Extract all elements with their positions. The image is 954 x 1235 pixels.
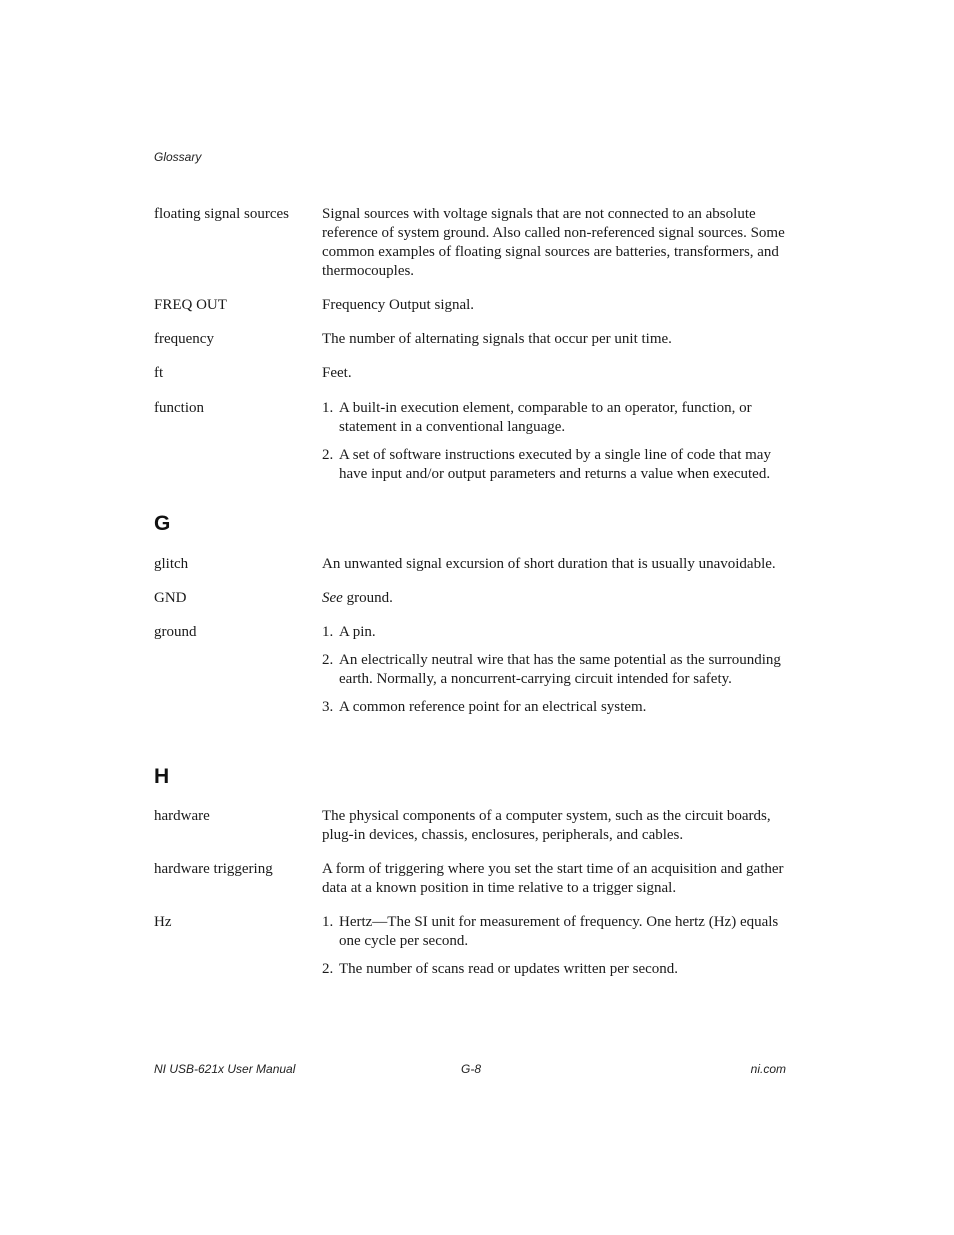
list-item <box>322 913 788 951</box>
list-text: A built-in execution element, comparable to an operator, function, or statement in a conventional language. <box>339 400 752 435</box>
glossary-definition: Feet. <box>322 365 352 381</box>
glossary-definition: The number of alternating signals that occur per unit time. <box>322 331 672 347</box>
list-number: 2. <box>322 447 334 463</box>
glossary-term: hardware triggering <box>154 861 273 877</box>
footer-website: ni.com <box>750 1062 786 1076</box>
glossary-definition <box>322 589 788 608</box>
glossary-definition: Signal sources with voltage signals that are not connected to an absolute reference of system ground. Also called non-referenced signal sources. Some common examples of floating signal sources are batteries, transformers, and thermocouples. <box>322 206 785 279</box>
list-number: 1. <box>322 914 334 930</box>
glossary-term: FREQ OUT <box>154 297 227 313</box>
glossary-definition: An unwanted signal excursion of short duration that is usually unavoidable. <box>322 556 776 572</box>
list-item <box>322 446 788 484</box>
list-text: Hertz—The SI unit for measurement of frequency. One hertz (Hz) equals one cycle per second. <box>339 914 779 949</box>
list-number: 1. <box>322 400 334 416</box>
glossary-term: frequency <box>154 331 214 347</box>
list-item <box>322 623 788 642</box>
footer-manual-title: NI USB-621x User Manual <box>154 1062 296 1076</box>
glossary-term: GND <box>154 590 187 606</box>
glossary-term: ft <box>154 365 164 381</box>
footer-page-number: G-8 <box>461 1062 482 1076</box>
list-item <box>322 960 788 979</box>
list-text: The number of scans read or updates written per second. <box>339 961 679 977</box>
glossary-definition-list <box>322 399 788 484</box>
glossary-definition: Frequency Output signal. <box>322 297 475 313</box>
list-item <box>322 698 788 717</box>
glossary-term: hardware <box>154 808 210 824</box>
section-heading-g: G <box>154 512 171 535</box>
glossary-term: Hz <box>154 914 172 930</box>
list-text: An electrically neutral wire that has the same potential as the surrounding earth. Normally, a noncurrent-carrying circuit intended for safety. <box>339 652 781 687</box>
glossary-term: glitch <box>154 556 189 572</box>
list-text: A set of software instructions executed by a single line of code that may have input and/or output parameters and returns a value when executed. <box>339 447 771 482</box>
see-reference-target: ground. <box>342 590 393 606</box>
see-reference-label: See <box>322 590 343 606</box>
list-number: 3. <box>322 699 334 715</box>
list-item <box>322 651 788 689</box>
section-heading-h: H <box>154 765 170 788</box>
list-item <box>322 399 788 437</box>
list-number: 2. <box>322 652 334 668</box>
glossary-definition-list <box>322 623 788 717</box>
glossary-definition: The physical components of a computer system, such as the circuit boards, plug-in devices, chassis, enclosures, peripherals, and cables. <box>322 808 771 843</box>
list-number: 2. <box>322 961 334 977</box>
glossary-term: function <box>154 400 204 416</box>
glossary-term: floating signal sources <box>154 206 289 222</box>
glossary-term: ground <box>154 624 197 640</box>
running-head: Glossary <box>154 150 202 164</box>
glossary-definition-list <box>322 913 788 979</box>
list-text: A pin. <box>339 624 376 640</box>
list-text: A common reference point for an electrical system. <box>339 699 647 715</box>
glossary-definition: A form of triggering where you set the start time of an acquisition and gather data at a known position in time relative to a trigger signal. <box>322 861 784 896</box>
list-number: 1. <box>322 624 334 640</box>
